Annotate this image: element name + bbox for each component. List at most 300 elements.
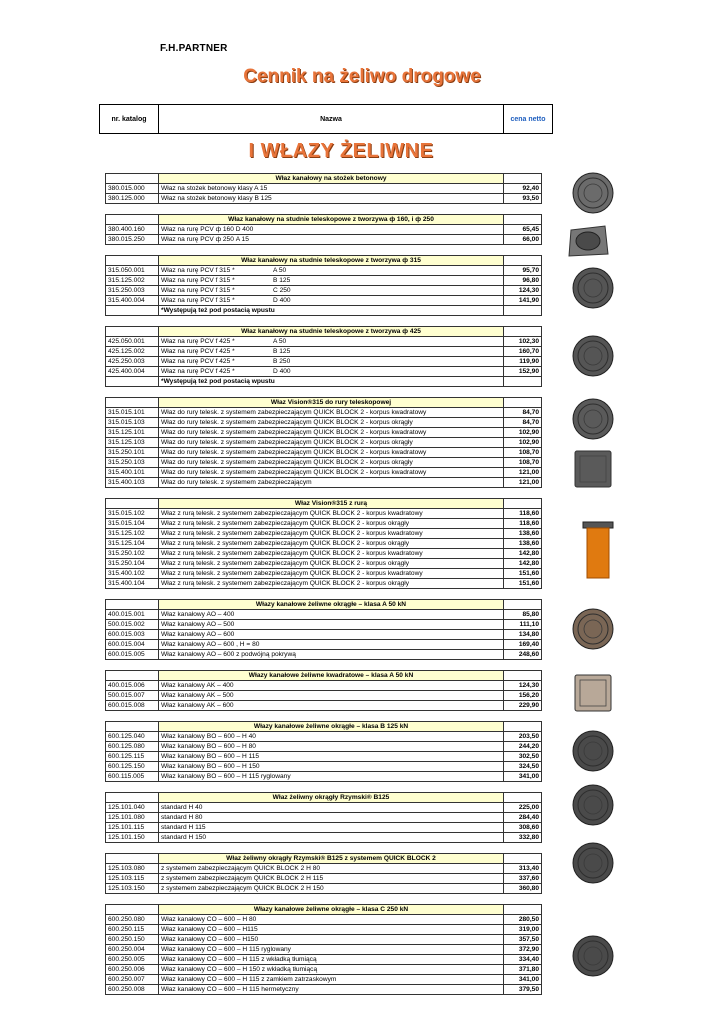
net-price: 284,40 [504, 813, 542, 823]
table-row [106, 955, 542, 965]
product-name: Właz z rurą telesk. z systemem zabezpieczającym QUICK BLOCK 2 - korpus okrągły [159, 539, 504, 549]
table-row [106, 925, 542, 935]
table-row [106, 357, 542, 367]
catalog-number [106, 306, 159, 316]
product-name: Właz na rurę PCV f 315 * B 125 [159, 276, 504, 286]
table-row [106, 539, 542, 549]
product-name: z systemem zabezpieczającym QUICK BLOCK 2 H 115 [159, 874, 504, 884]
table-row [106, 833, 542, 843]
net-price: 102,90 [504, 438, 542, 448]
round-manhole-cover-icon [572, 842, 614, 884]
table-row [106, 945, 542, 955]
table-row [106, 630, 542, 640]
net-price: 308,60 [504, 823, 542, 833]
table-row [106, 732, 542, 742]
net-price: 118,60 [504, 509, 542, 519]
table-row [106, 762, 542, 772]
section-heading: Włazy kanałowe żeliwne okrągłe – klasa B 125 kN [159, 722, 504, 732]
table-row [106, 650, 542, 660]
net-price: 337,60 [504, 874, 542, 884]
table-row [106, 985, 542, 995]
product-name: standard H 80 [159, 813, 504, 823]
product-name: Właz na stożek betonowy klasy B 125 [159, 194, 504, 204]
load-class: A 50 [273, 338, 287, 345]
net-price: 142,80 [504, 549, 542, 559]
product-name: Właz kanałowy AO – 600 [159, 630, 504, 640]
net-price: 65,45 [504, 225, 542, 235]
product-name: *Występują też pod postacią wpustu [159, 377, 504, 387]
section-header-row [106, 398, 542, 408]
round-manhole-cover-icon [572, 608, 614, 650]
table-row [106, 803, 542, 813]
product-name: Właz kanałowy AO – 600 z podwójną pokrywą [159, 650, 504, 660]
product-name: Właz kanałowy CO – 600 – H 115 hermetyczny [159, 985, 504, 995]
product-name: Właz na rurę PCV f 315 * C 250 [159, 286, 504, 296]
catalog-number: 315.400.104 [106, 579, 159, 589]
catalog-number: 315.250.102 [106, 549, 159, 559]
net-price: 334,40 [504, 955, 542, 965]
product-name: Właz kanałowy AO – 500 [159, 620, 504, 630]
net-price: 379,50 [504, 985, 542, 995]
price-section [105, 721, 542, 782]
net-price: 324,50 [504, 762, 542, 772]
catalog-number: 425.400.004 [106, 367, 159, 377]
square-manhole-frame-icon [567, 220, 609, 262]
table-row [106, 347, 542, 357]
net-price: 92,40 [504, 184, 542, 194]
price-section [105, 255, 542, 316]
catalog-number: 315.250.103 [106, 458, 159, 468]
net-price: 138,60 [504, 529, 542, 539]
catalog-number: 125.103.150 [106, 884, 159, 894]
catalog-number: 315.050.001 [106, 266, 159, 276]
product-name: standard H 115 [159, 823, 504, 833]
net-price: 108,70 [504, 448, 542, 458]
table-row [106, 559, 542, 569]
net-price: 121,00 [504, 478, 542, 488]
catalog-number: 315.125.101 [106, 428, 159, 438]
price-table [105, 397, 542, 488]
catalog-number: 400.015.001 [106, 610, 159, 620]
section-header-row [106, 722, 542, 732]
product-name: Właz na rurę PCV f 425 * D 400 [159, 367, 504, 377]
price-section [105, 326, 542, 387]
product-name: Właz do rury telesk. z systemem zabezpieczającym QUICK BLOCK 2 - korpus okrągły [159, 458, 504, 468]
net-price: 84,70 [504, 408, 542, 418]
catalog-number: 600.125.040 [106, 732, 159, 742]
product-name: Właz kanałowy AO – 400 [159, 610, 504, 620]
net-price: 95,70 [504, 266, 542, 276]
product-name: Właz kanałowy AK – 400 [159, 681, 504, 691]
catalog-number: 315.250.104 [106, 559, 159, 569]
product-name: Właz kanałowy AK – 500 [159, 691, 504, 701]
section-header-row [106, 256, 542, 266]
net-price [504, 377, 542, 387]
product-name: Właz do rury telesk. z systemem zabezpieczającym QUICK BLOCK 2 - korpus okrągły [159, 418, 504, 428]
product-name: Właz kanałowy BO – 600 – H 40 [159, 732, 504, 742]
product-name: Właz do rury telesk. z systemem zabezpieczającym QUICK BLOCK 2 - korpus kwadratowy [159, 428, 504, 438]
catalog-number: 600.125.115 [106, 752, 159, 762]
net-price: 302,50 [504, 752, 542, 762]
net-price: 229,90 [504, 701, 542, 711]
table-row [106, 306, 542, 316]
catalog-number: 600.250.008 [106, 985, 159, 995]
net-price: 332,80 [504, 833, 542, 843]
net-price: 357,50 [504, 935, 542, 945]
net-price: 111,10 [504, 620, 542, 630]
product-name: Właz z rurą telesk. z systemem zabezpieczającym QUICK BLOCK 2 - korpus kwadratowy [159, 569, 504, 579]
load-class: B 125 [273, 277, 291, 284]
product-name: Właz kanałowy AK – 600 [159, 701, 504, 711]
table-row [106, 884, 542, 894]
net-price: 142,80 [504, 559, 542, 569]
net-price: 319,00 [504, 925, 542, 935]
catalog-number: 380.015.000 [106, 184, 159, 194]
price-table [105, 853, 542, 894]
price-table [105, 792, 542, 843]
catalog-number: 600.015.003 [106, 630, 159, 640]
net-price: 151,60 [504, 569, 542, 579]
section-heading: Właz Vision®315 do rury teleskopowej [159, 398, 504, 408]
table-row [106, 194, 542, 204]
product-name: Właz na stożek betonowy klasy A 15 [159, 184, 504, 194]
net-price: 280,50 [504, 915, 542, 925]
table-row [106, 529, 542, 539]
product-name: Właz z rurą telesk. z systemem zabezpieczającym QUICK BLOCK 2 - korpus okrągły [159, 559, 504, 569]
table-row [106, 458, 542, 468]
table-row [106, 225, 542, 235]
table-row [106, 184, 542, 194]
section-heading: Właz kanałowy na studnie teleskopowe z tworzywa ф 160, i ф 250 [159, 215, 504, 225]
net-price [504, 306, 542, 316]
header-name: Nazwa [159, 105, 504, 133]
catalog-number: 125.101.150 [106, 833, 159, 843]
net-price: 341,00 [504, 772, 542, 782]
load-class: D 400 [273, 297, 291, 304]
section-heading: Właz żeliwny okrągły Rzymski® B125 [159, 793, 504, 803]
table-row [106, 296, 542, 306]
net-price: 152,90 [504, 367, 542, 377]
table-row [106, 235, 542, 245]
net-price: 156,20 [504, 691, 542, 701]
price-section [105, 792, 542, 843]
price-table [105, 599, 542, 660]
net-price: 371,80 [504, 965, 542, 975]
table-row [106, 377, 542, 387]
price-table [105, 904, 542, 995]
table-row [106, 813, 542, 823]
catalog-number: 315.125.104 [106, 539, 159, 549]
product-name: Właz kanałowy CO – 600 – H 80 [159, 915, 504, 925]
catalog-number: 600.125.150 [106, 762, 159, 772]
product-name: Właz na rurę PCV f 425 * A 50 [159, 337, 504, 347]
price-table [105, 173, 542, 204]
round-manhole-cover-icon [572, 172, 614, 214]
net-price: 169,40 [504, 640, 542, 650]
product-name: z systemem zabezpieczającym QUICK BLOCK 2 H 80 [159, 864, 504, 874]
header-catalog-number: nr. katalog [100, 105, 159, 133]
section-header-row [106, 215, 542, 225]
table-row [106, 276, 542, 286]
product-name: Właz na rurę PCV f 425 * B 125 [159, 347, 504, 357]
catalog-number: 125.103.115 [106, 874, 159, 884]
product-name: standard H 40 [159, 803, 504, 813]
product-name: z systemem zabezpieczającym QUICK BLOCK 2 H 150 [159, 884, 504, 894]
catalog-number: 600.250.005 [106, 955, 159, 965]
price-section [105, 904, 542, 995]
catalog-number: 315.400.004 [106, 296, 159, 306]
price-table [105, 670, 542, 711]
product-name: Właz z rurą telesk. z systemem zabezpieczającym QUICK BLOCK 2 - korpus kwadratowy [159, 549, 504, 559]
square-manhole-cover-icon [572, 448, 614, 490]
catalog-number: 600.250.080 [106, 915, 159, 925]
product-name: Właz kanałowy BO – 600 – H 150 [159, 762, 504, 772]
net-price: 244,20 [504, 742, 542, 752]
section-heading: Włazy kanałowe żeliwne okrągłe – klasa C 250 kN [159, 905, 504, 915]
load-class: D 400 [273, 368, 291, 375]
section-heading: Właz kanałowy na stożek betonowy [159, 174, 504, 184]
catalog-number: 315.250.101 [106, 448, 159, 458]
load-class: B 125 [273, 348, 291, 355]
table-row [106, 935, 542, 945]
product-name: Właz do rury telesk. z systemem zabezpieczającym QUICK BLOCK 2 - korpus okrągły [159, 438, 504, 448]
product-name: Właz na rurę PCV f 315 * A 50 [159, 266, 504, 276]
product-name: Właz do rury telesk. z systemem zabezpieczającym [159, 478, 504, 488]
catalog-number: 315.125.002 [106, 276, 159, 286]
product-name: Właz do rury telesk. z systemem zabezpieczającym QUICK BLOCK 2 - korpus kwadratowy [159, 408, 504, 418]
section-header-row [106, 499, 542, 509]
catalog-number: 600.115.005 [106, 772, 159, 782]
section-heading: Włazy kanałowe żeliwne okrągłe – klasa A 50 kN [159, 600, 504, 610]
net-price: 160,70 [504, 347, 542, 357]
table-row [106, 438, 542, 448]
product-name: Właz kanałowy CO – 600 – H150 [159, 935, 504, 945]
product-name: Właz kanałowy CO – 600 – H115 [159, 925, 504, 935]
catalog-number: 315.125.103 [106, 438, 159, 448]
table-row [106, 509, 542, 519]
catalog-number: 425.050.001 [106, 337, 159, 347]
section-heading: Właz kanałowy na studnie teleskopowe z tworzywa ф 315 [159, 256, 504, 266]
product-name: Właz kanałowy BO – 600 – H 115 [159, 752, 504, 762]
catalog-number: 315.015.104 [106, 519, 159, 529]
net-price: 118,60 [504, 519, 542, 529]
price-section [105, 214, 542, 245]
table-row [106, 579, 542, 589]
table-row [106, 337, 542, 347]
section-header-row [106, 174, 542, 184]
catalog-number: 600.250.150 [106, 935, 159, 945]
product-name: Właz na rurę PCV ф 250 A 15 [159, 235, 504, 245]
net-price: 341,00 [504, 975, 542, 985]
net-price: 108,70 [504, 458, 542, 468]
price-section [105, 397, 542, 488]
product-name: Właz kanałowy CO – 600 – H 115 z wkładką tłumiącą [159, 955, 504, 965]
table-row [106, 549, 542, 559]
table-row [106, 286, 542, 296]
product-name: Właz na rurę PCV f 425 * B 250 [159, 357, 504, 367]
table-row [106, 701, 542, 711]
company-name: F.H.PARTNER [160, 43, 228, 54]
net-price: 134,80 [504, 630, 542, 640]
table-row [106, 975, 542, 985]
table-row [106, 681, 542, 691]
manhole-with-pipe-icon [577, 520, 619, 580]
product-name: Właz do rury telesk. z systemem zabezpieczającym QUICK BLOCK 2 - korpus kwadratowy [159, 468, 504, 478]
catalog-number: 315.400.101 [106, 468, 159, 478]
table-row [106, 367, 542, 377]
section-heading: Właz żeliwny okrągły Rzymski® B125 z systemem QUICK BLOCK 2 [159, 854, 504, 864]
table-row [106, 448, 542, 458]
product-name: standard H 150 [159, 833, 504, 843]
table-row [106, 742, 542, 752]
product-name: Właz kanałowy CO – 600 – H 115 ryglowany [159, 945, 504, 955]
product-name: Właz na rurę PCV f 315 * D 400 [159, 296, 504, 306]
section-header-row [106, 905, 542, 915]
table-row [106, 752, 542, 762]
net-price: 203,50 [504, 732, 542, 742]
table-row [106, 428, 542, 438]
net-price: 151,60 [504, 579, 542, 589]
net-price: 360,80 [504, 884, 542, 894]
catalog-number: 315.015.101 [106, 408, 159, 418]
table-row [106, 569, 542, 579]
product-name: Właz do rury telesk. z systemem zabezpieczającym QUICK BLOCK 2 - korpus kwadratowy [159, 448, 504, 458]
catalog-number: 600.250.004 [106, 945, 159, 955]
catalog-number: 315.250.003 [106, 286, 159, 296]
product-name: Właz kanałowy AO – 600 , H = 80 [159, 640, 504, 650]
section-heading: Właz Vision®315 z rurą [159, 499, 504, 509]
table-row [106, 772, 542, 782]
price-table [105, 498, 542, 589]
catalog-number: 600.125.080 [106, 742, 159, 752]
section-header-row [106, 854, 542, 864]
catalog-number: 600.015.005 [106, 650, 159, 660]
catalog-number: 315.015.103 [106, 418, 159, 428]
price-section [105, 599, 542, 660]
net-price: 85,80 [504, 610, 542, 620]
price-table [105, 721, 542, 782]
catalog-number: 125.103.080 [106, 864, 159, 874]
catalog-number: 315.125.102 [106, 529, 159, 539]
catalog-number: 500.015.002 [106, 620, 159, 630]
product-name: Właz z rurą telesk. z systemem zabezpieczającym QUICK BLOCK 2 - korpus okrągły [159, 579, 504, 589]
table-row [106, 418, 542, 428]
catalog-number: 125.101.080 [106, 813, 159, 823]
table-row [106, 408, 542, 418]
net-price: 248,60 [504, 650, 542, 660]
table-row [106, 640, 542, 650]
net-price: 84,70 [504, 418, 542, 428]
catalog-number: 600.015.004 [106, 640, 159, 650]
round-manhole-cover-icon [572, 784, 614, 826]
catalog-number: 600.250.115 [106, 925, 159, 935]
catalog-number: 600.015.008 [106, 701, 159, 711]
product-name: Właz z rurą telesk. z systemem zabezpieczającym QUICK BLOCK 2 - korpus kwadratowy [159, 529, 504, 539]
product-name: Właz kanałowy CO – 600 – H 115 z zamkiem zatrzaskowym [159, 975, 504, 985]
net-price: 225,00 [504, 803, 542, 813]
price-table [105, 255, 542, 316]
round-manhole-cover-icon [572, 267, 614, 309]
section-header-row [106, 793, 542, 803]
price-table [105, 326, 542, 387]
table-row [106, 691, 542, 701]
catalog-number: 380.015.250 [106, 235, 159, 245]
net-price: 372,90 [504, 945, 542, 955]
catalog-number: 380.400.160 [106, 225, 159, 235]
net-price: 121,00 [504, 468, 542, 478]
table-row [106, 620, 542, 630]
header-net-price: cena netto [510, 115, 546, 123]
table-row [106, 965, 542, 975]
section-header-row [106, 327, 542, 337]
table-row [106, 266, 542, 276]
round-manhole-cover-icon [572, 398, 614, 440]
page-title: Cennik na żeliwo drogowe [243, 66, 481, 87]
price-section [105, 498, 542, 589]
section-header-row [106, 600, 542, 610]
price-section [105, 853, 542, 894]
price-sections [105, 173, 542, 1005]
load-class: C 250 [273, 287, 291, 294]
section-heading: Właz kanałowy na studnie teleskopowe z tworzywa ф 425 [159, 327, 504, 337]
net-price: 124,30 [504, 286, 542, 296]
catalog-number: 600.250.006 [106, 965, 159, 975]
load-class: A 50 [273, 267, 287, 274]
net-price: 96,80 [504, 276, 542, 286]
load-class: B 250 [273, 358, 291, 365]
net-price: 313,40 [504, 864, 542, 874]
product-name: Właz kanałowy CO – 600 – H 150 z wkładką tłumiącą [159, 965, 504, 975]
net-price: 102,90 [504, 428, 542, 438]
catalog-number: 425.250.003 [106, 357, 159, 367]
section-title: I WŁAZY ŻELIWNE [248, 140, 434, 162]
product-name: Właz z rurą telesk. z systemem zabezpieczającym QUICK BLOCK 2 - korpus okrągły [159, 519, 504, 529]
product-name: Właz na rurę PCV ф 160 D 400 [159, 225, 504, 235]
catalog-number: 380.125.000 [106, 194, 159, 204]
net-price: 124,30 [504, 681, 542, 691]
round-manhole-cover-icon [572, 935, 614, 977]
catalog-number: 315.015.102 [106, 509, 159, 519]
product-name: *Występują też pod postacią wpustu [159, 306, 504, 316]
catalog-number: 425.125.002 [106, 347, 159, 357]
table-row [106, 610, 542, 620]
catalog-number: 500.015.007 [106, 691, 159, 701]
table-row [106, 478, 542, 488]
product-name: Właz z rurą telesk. z systemem zabezpieczającym QUICK BLOCK 2 - korpus kwadratowy [159, 509, 504, 519]
net-price: 66,00 [504, 235, 542, 245]
catalog-number: 125.101.115 [106, 823, 159, 833]
catalog-number: 125.101.040 [106, 803, 159, 813]
net-price: 119,90 [504, 357, 542, 367]
catalog-number: 315.400.102 [106, 569, 159, 579]
net-price: 102,30 [504, 337, 542, 347]
round-manhole-cover-icon [572, 335, 614, 377]
product-name: Właz kanałowy BO – 600 – H 115 ryglowany [159, 772, 504, 782]
net-price: 138,60 [504, 539, 542, 549]
catalog-number: 400.015.006 [106, 681, 159, 691]
round-manhole-cover-icon [572, 730, 614, 772]
product-name: Właz kanałowy BO – 600 – H 80 [159, 742, 504, 752]
net-price: 141,90 [504, 296, 542, 306]
table-row [106, 915, 542, 925]
catalog-number: 315.400.103 [106, 478, 159, 488]
catalog-number [106, 377, 159, 387]
table-row [106, 823, 542, 833]
price-section [105, 670, 542, 711]
table-row [106, 874, 542, 884]
table-header [99, 104, 553, 134]
section-header-row [106, 671, 542, 681]
